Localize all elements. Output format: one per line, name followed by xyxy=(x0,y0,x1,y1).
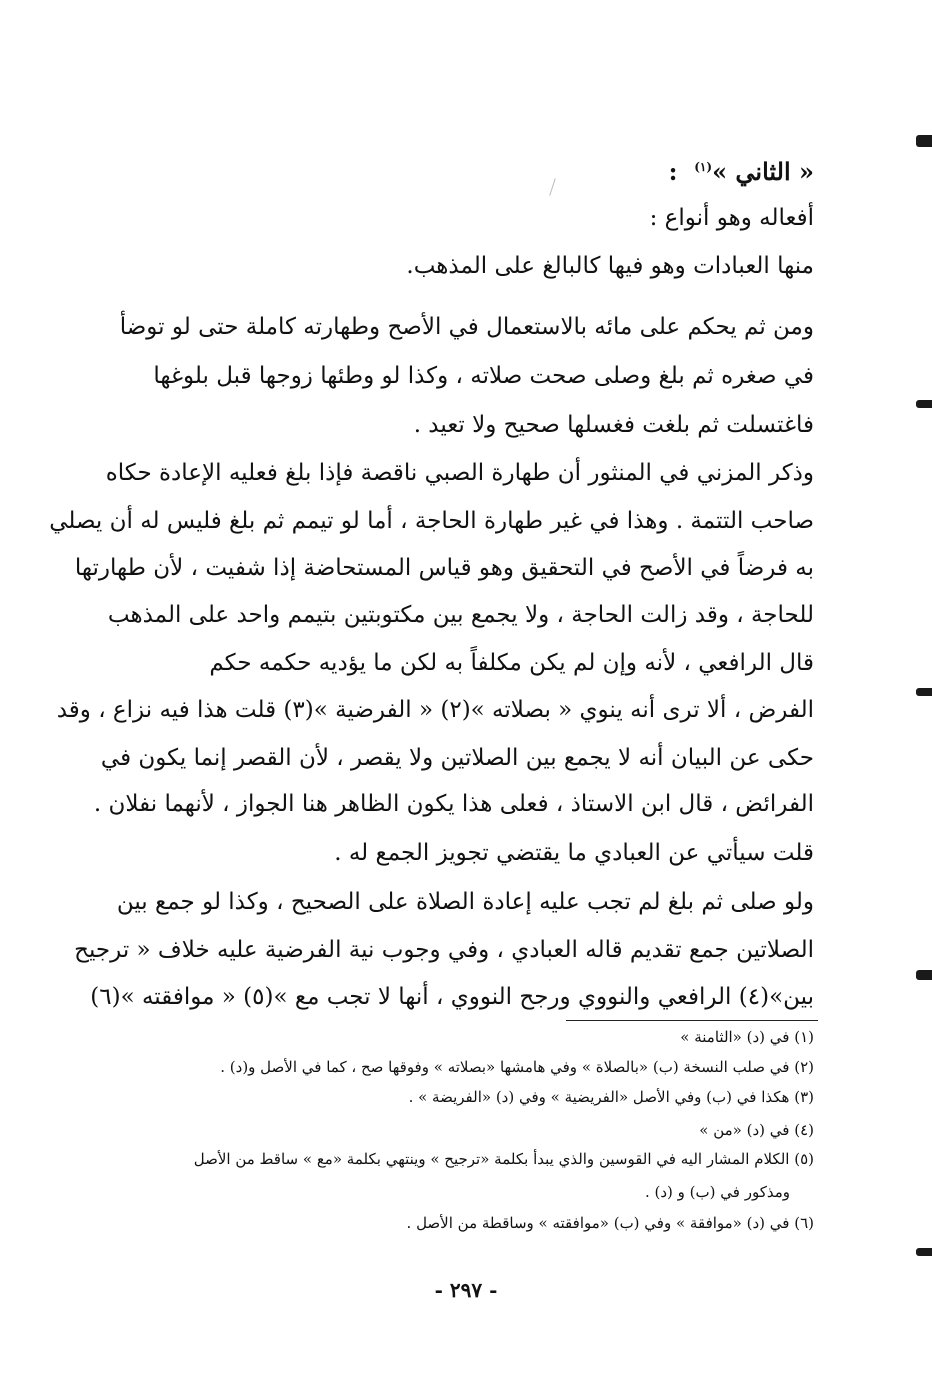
text-line: ولو صلى ثم بلغ لم تجب عليه إعادة الصلاة على الصحيح ، وكذا لو جمع بين xyxy=(116,889,814,915)
text-line: قال الرافعي ، لأنه وإن لم يكن مكلفاً به لكن ما يؤديه حكمه حكم xyxy=(209,650,814,676)
footnote: (١) في (د) «الثامنة » xyxy=(680,1028,814,1046)
text-line: صاحب التتمة . وهذا في غير طهارة الحاجة ، أما لو تيمم ثم بلغ فليس له أن يصلي xyxy=(49,508,814,534)
text-line: قلت سيأتي عن العبادي ما يقتضي تجويز الجمع له . xyxy=(334,840,814,866)
heading-colon: : xyxy=(668,157,678,186)
footnote-separator xyxy=(566,1020,818,1021)
text-line: به فرضاً في الأصح في التحقيق وهو قياس المستحاضة إذا شفيت ، لأن طهارتها xyxy=(74,555,814,581)
text-line: بين»(٤) الرافعي والنووي ورجح النووي ، أنها لا تجب مع »(٥) « موافقته »(٦) xyxy=(90,984,814,1010)
footnote: (٣) هكذا في (ب) وفي الأصل «الفريضية » وفي (د) «الفريضة » . xyxy=(408,1088,814,1106)
text-line: أفعاله وهو أنواع : xyxy=(649,205,814,231)
text-line: الفرائض ، قال ابن الاستاذ ، فعلى هذا يكون الظاهر هنا الجواز ، لأنهما نفلان . xyxy=(93,791,814,817)
footnote: (٥) الكلام المشار اليه في القوسين والذي يبدأ بكلمة «ترجيح » وينتهي بكلمة «مع » ساقط من الأصل xyxy=(193,1150,814,1168)
margin-mark xyxy=(916,970,932,980)
margin-mark xyxy=(916,1248,932,1256)
text-line: حكى عن البيان أنه لا يجمع بين الصلاتين ولا يقصر ، لأن القصر إنما يكون في xyxy=(100,745,814,771)
text-line: ومن ثم يحكم على مائه بالاستعمال في الأصح وطهارته كاملة حتى لو توضأ xyxy=(119,314,814,340)
heading-footnote-ref: (١) xyxy=(694,160,713,174)
margin-mark xyxy=(916,688,932,696)
text-line: في صغره ثم بلغ وصلى صحت صلاته ، وكذا لو وطئها زوجها قبل بلوغها xyxy=(153,363,814,389)
footnote: (٢) في صلب النسخة (ب) «بالصلاة » وفي هامشها «بصلاته » وفوقها صح ، كما في الأصل و(د) . xyxy=(220,1058,814,1076)
margin-mark xyxy=(916,400,932,408)
text-line: وذكر المزني في المنثور أن طهارة الصبي ناقصة فإذا بلغ فعليه الإعادة حكاه xyxy=(105,460,814,486)
text-line: منها العبادات وهو فيها كالبالغ على المذهب. xyxy=(406,253,814,279)
page-number: - ٢٩٧ - xyxy=(434,1278,498,1302)
text-line: الفرض ، ألا ترى أنه ينوي « بصلاته »(٢) « الفرضية »(٣) قلت هذا فيه نزاع ، وقد xyxy=(56,697,814,723)
main-text xyxy=(49,146,814,1010)
text-line: فاغتسلت ثم بلغت فغسلها صحيح ولا تعيد . xyxy=(413,412,814,438)
text-line: الصلاتين جمع تقديم قاله العبادي ، وفي وجوب نية الفرضية عليه خلاف « ترجيح xyxy=(74,937,814,963)
footnote: (٤) في (د) «من » xyxy=(699,1121,814,1139)
section-heading xyxy=(110,146,814,188)
footnote-continuation: ومذكور في (ب) و (د) . xyxy=(644,1183,790,1201)
text-line: للحاجة ، وقد زالت الحاجة ، ولا يجمع بين مكتوبتين بتيمم واحد على المذهب xyxy=(107,602,814,628)
heading-title: « الثاني » xyxy=(712,157,814,186)
margin-mark xyxy=(916,135,932,147)
footnote: (٦) في (د) «موافقة » وفي (ب) «موافقته » وساقطة من الأصل . xyxy=(406,1214,814,1232)
